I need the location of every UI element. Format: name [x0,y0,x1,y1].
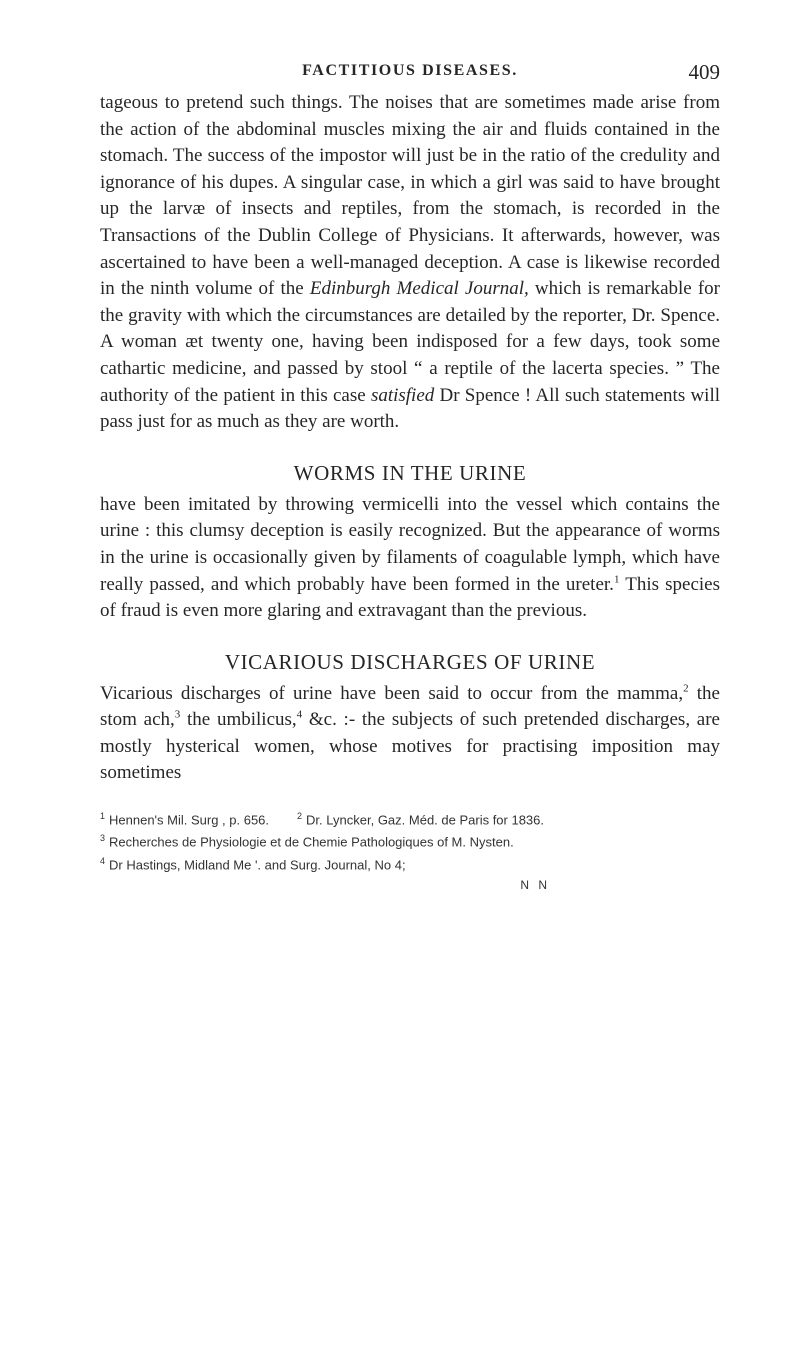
footnote-text: Dr Hastings, Midland Me '. and Surg. Journal, No 4; [109,857,406,873]
footnote-text: Hennen's Mil. Surg , p. 656. [109,812,270,828]
footnote-ref-1[interactable]: 1 [613,573,620,586]
footnote-ref-2[interactable]: 2 [683,682,689,695]
journal-title: Edinburgh Medical Journal, [309,278,529,300]
emphasis-satisfied: satisfied [370,384,435,406]
page-number: 409 [688,60,720,84]
section-heading-vicarious: VICARIOUS DISCHARGES OF URINE [224,649,596,674]
signature-mark: N N [520,878,550,893]
footnote-row [100,807,720,829]
footnotes [100,807,720,894]
paragraph-1: tageous to pretend such things. The noises that are sometimes made arise from the action of the abdominal muscles mixing the air and fluids contained in the stomach. The success of the impostor will just be in the ratio of the credulity and ignorance of his dupes. A singular case, in which a girl was said to have brought up the larvæ of insects and reptiles, from the stomach, is recorded in the Transactions of the Dublin College of Physicians. It afterwards, however, was ascertained to have been a well-managed deception. A case is likewise recorded in the ninth volume of the Edinburgh Medical Journal, which is remarkable for the gravity with which the circumstances are detailed by the reporter, Dr. Spence. A woman æt twenty one, having been indisposed for a few days, took some cathartic medicine, and passed by stool “ a reptile of the lacerta species. ” The authority of the patient in this case satisfied Dr Spence ! All such statements will pass just for as much as they are worth. [100,92,721,433]
running-head [100,60,720,84]
page [100,60,720,894]
running-title: FACTITIOUS DISEASES. [302,62,518,79]
footnote-ref-4[interactable]: 4 [296,708,303,721]
footnote-ref-3[interactable]: 3 [174,708,181,721]
footnote-number: 2 [297,811,303,822]
paragraph-3: Vicarious discharges of urine have been said to occur from the mamma,$^2$ the stom ach,$^3$ the umbilicus,$^4$ &c. :- the subjects of such pretended discharges, are mostly hysterical women, whose motives for practising imposition may sometimes [100,682,720,784]
section-heading-worms: WORMS IN THE URINE [293,460,527,485]
footnote-text: Recherches de Physiologie et de Chemie Pathologiques of M. Nysten. [109,834,514,850]
footnote-text: Dr. Lyncker, Gaz. Méd. de Paris for 1836. [306,812,545,828]
footnote-number: 1 [100,811,106,822]
footnote-row [100,852,720,874]
footnote-number: 4 [100,855,106,866]
paragraph-2: have been imitated by throwing vermicelli into the vessel which contains the urine : this clumsy deception is easily recognized. But the appearance of worms in the urine is occasionally given by filaments of coagulable lymph, which have really passed, and which probably have been formed in the ureter.$^1$ This species of fraud is even more glaring and extravagant than the previous. [100,493,720,622]
footnote-number: 3 [100,833,106,844]
footnote-row [100,829,720,851]
